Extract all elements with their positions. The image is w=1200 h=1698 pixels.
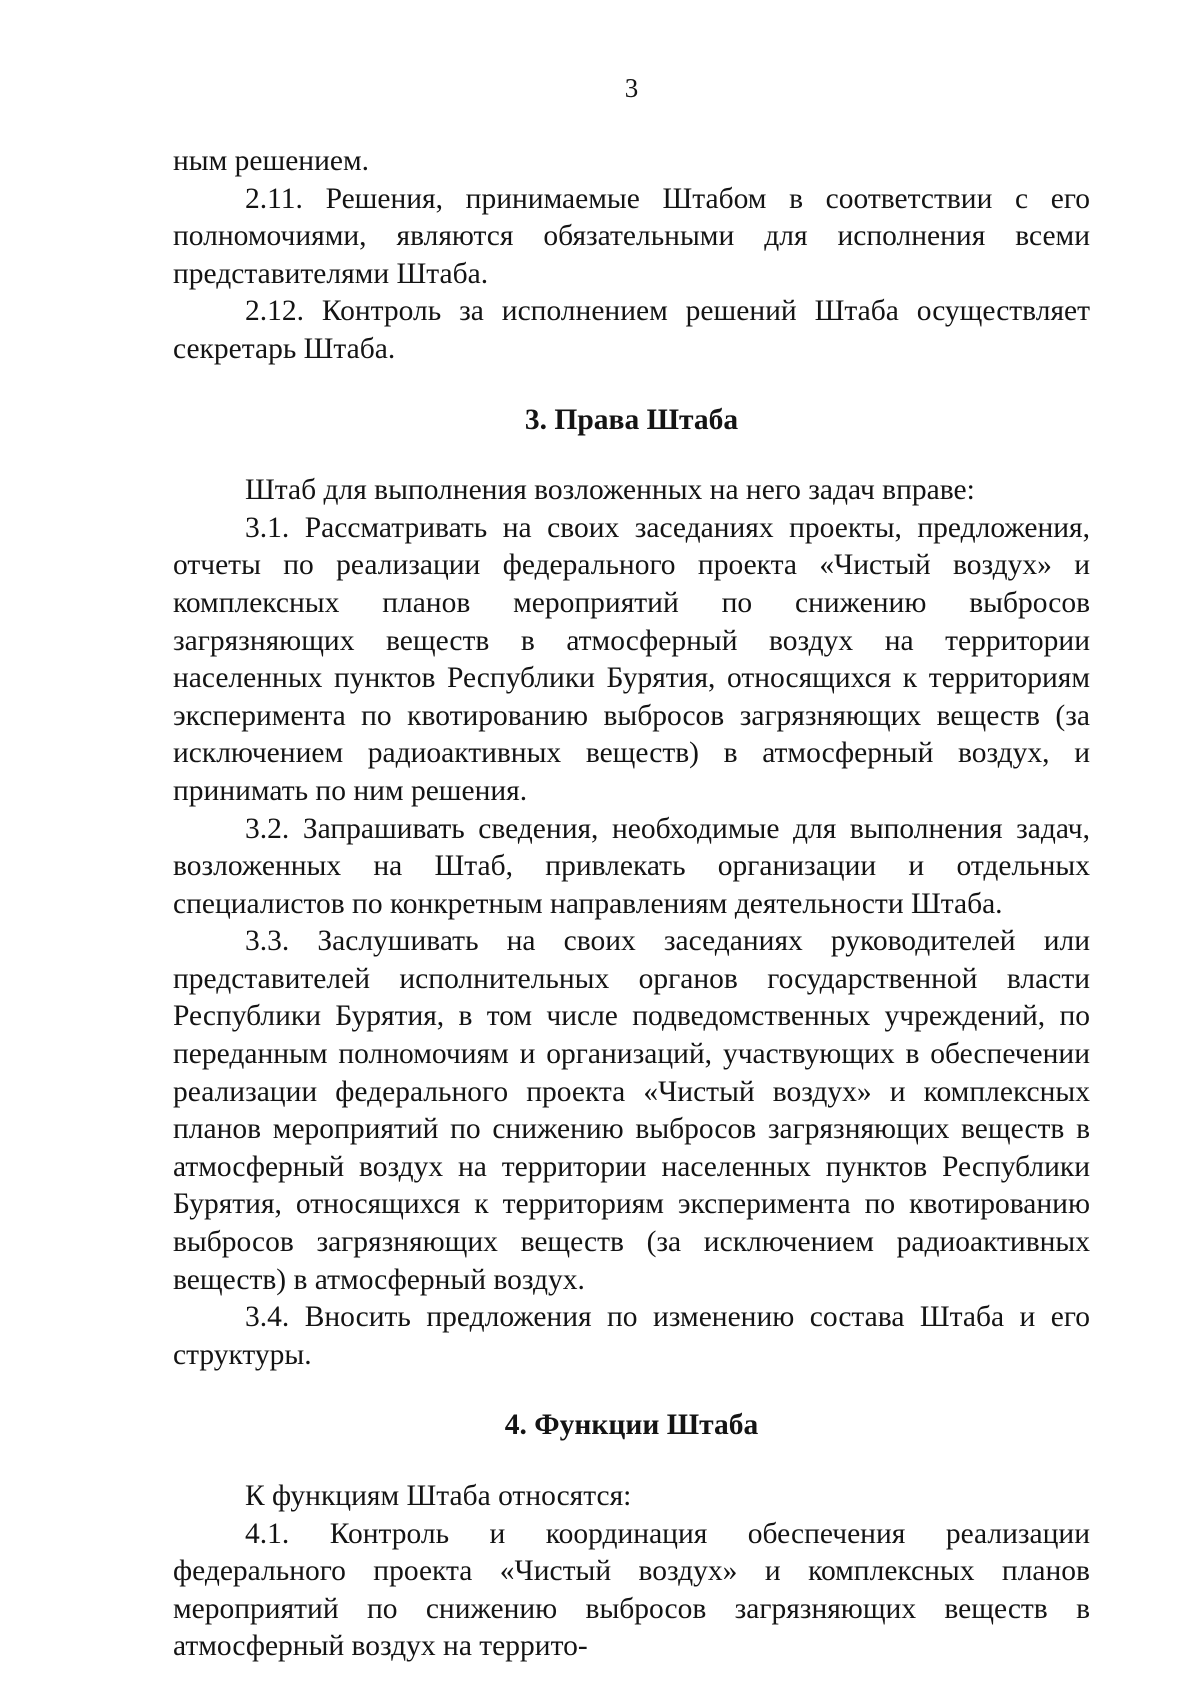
section-3-intro: Штаб для выполнения возложенных на него задач вправе: bbox=[245, 474, 975, 507]
page-number: 3 bbox=[624, 73, 639, 103]
section-4-heading: 4. Функции Штаба bbox=[504, 1409, 759, 1442]
section-3-heading: 3. Права Штаба bbox=[524, 403, 739, 436]
paragraph-3-4: 3.4. Вносить предложения по изменению состава Штаба и его структуры. bbox=[173, 1301, 1090, 1371]
document-page bbox=[173, 0, 1090, 1698]
spacer bbox=[173, 439, 1090, 472]
spacer bbox=[173, 1374, 1090, 1407]
paragraph-4-1: 4.1. Контроль и координация обеспечения реализации федерального проекта «Чистый воздух» и комплексных планов мероприятий по снижению выбросов загрязняющих веществ в атмосферный воздух на террито- bbox=[173, 1517, 1090, 1663]
paragraph-3-3: 3.3. Заслушивать на своих заседаниях руководителей или представителей исполнительных органов государственной власти Республики Бурятия, в том числе подведомственных учреждений, по переданным полномочиям и организаций, участвующих в обеспечении реализации федерального проекта «Чистый воздух» и комплексных планов мероприятий по снижению выбросов загрязняющих веществ в атмосферный воздух на территории населенных пунктов Республики Бурятия, относящихся к территориям эксперимента по квотированию выбросов загрязняющих веществ (за исключением радиоактивных веществ) в атмосферный воздух. bbox=[173, 925, 1090, 1296]
paragraph-3-1: 3.1. Рассматривать на своих заседаниях проекты, предложения, отчеты по реализации федерального проекта «Чистый воздух» и комплексных планов мероприятий по снижению выбросов загрязняющих веществ в атмосферный воздух на территории населенных пунктов Республики Бурятия, относящихся к территориям эксперимента по квотированию выбросов загрязняющих веществ (за исключением радиоактивных веществ) в атмосферный воздух, и принимать по ним решения. bbox=[173, 511, 1090, 807]
paragraph-2-12: 2.12. Контроль за исполнением решений Штаба осуществляет секретарь Штаба. bbox=[173, 295, 1090, 365]
paragraph-2-11: 2.11. Решения, принимаемые Штабом в соответствии с его полномочиями, являются обязательными для исполнения всеми представителями Штаба. bbox=[173, 182, 1090, 290]
spacer bbox=[173, 1445, 1090, 1478]
paragraph-continuation: ным решением. bbox=[173, 145, 370, 177]
paragraph-3-2: 3.2. Запрашивать сведения, необходимые для выполнения задач, возложенных на Штаб, привлекать организации и отдельных специалистов по конкретным направлениям деятельности Штаба. bbox=[173, 812, 1090, 920]
section-4-intro: К функциям Штаба относятся: bbox=[245, 1480, 632, 1512]
spacer bbox=[173, 369, 1090, 402]
document-body bbox=[173, 143, 1090, 1666]
